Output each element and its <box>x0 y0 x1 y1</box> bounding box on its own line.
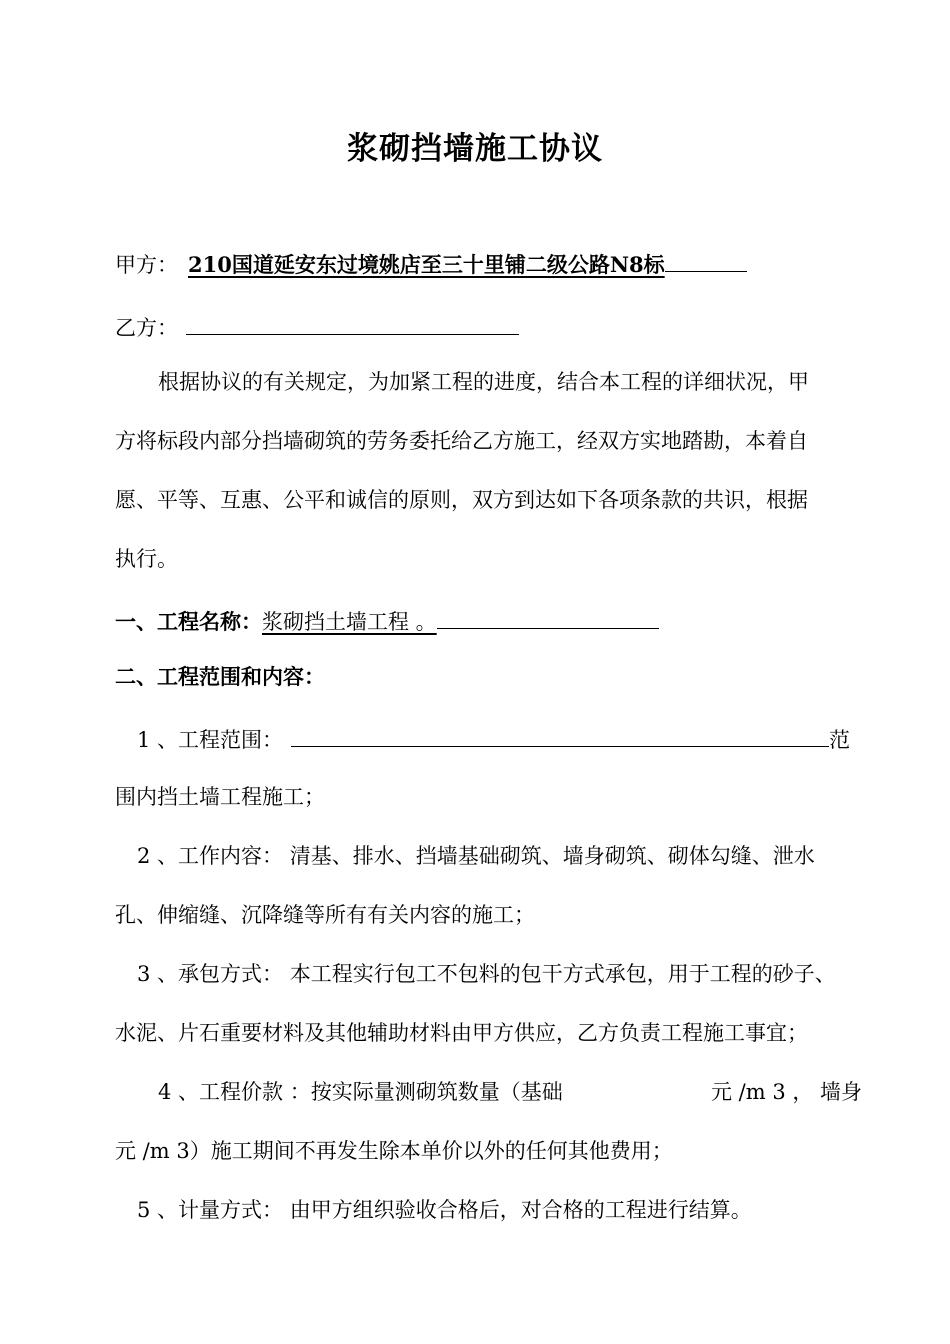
item-1-line-2: 围内挡土墙工程施工； <box>115 785 325 809</box>
item-5-line-1: 5 、计量方式： 由甲方组织验收合格后，对合格的工程进行结算。 <box>137 1198 752 1222</box>
intro-line-3: 愿、平等、互惠、公平和诚信的原则，双方到达如下各项条款的共识，根据 <box>115 488 808 512</box>
section-1-blank <box>437 604 659 629</box>
item-1-line-1 <box>137 722 850 754</box>
intro-line-2: 方将标段内部分挡墙砌筑的劳务委托给乙方施工，经双方实地踏勘，本着自 <box>115 429 808 453</box>
party-b-blank <box>186 310 519 335</box>
section-1-heading: 一、工程名称： <box>115 610 262 634</box>
section-2-line <box>115 663 325 691</box>
item-1-blank <box>291 722 829 747</box>
intro-line-1: 根据协议的有关规定，为加紧工程的进度，结合本工程的详细状况，甲 <box>158 370 809 394</box>
item-4-part-2: 元 /m 3 ， 墙身 <box>711 1080 863 1104</box>
item-1-label: 1 、工程范围： <box>137 728 284 752</box>
item-2-line-2: 孔、伸缩缝、沉降缝等所有有关内容的施工； <box>115 903 535 927</box>
party-a-value: 210国道延安东过境姚店至三十里铺二级公路N8标 <box>188 252 665 277</box>
item-3-line-1: 3 、承包方式： 本工程实行包工不包料的包干方式承包，用于工程的砂子、 <box>137 962 836 986</box>
document-title: 浆砌挡墙施工协议 <box>347 131 603 167</box>
party-a-blank <box>665 247 747 272</box>
section-1-line <box>115 604 659 636</box>
item-2-line-1: 2 、工作内容： 清基、排水、挡墙基础砌筑、墙身砌筑、砌体勾缝、泄水 <box>137 844 815 868</box>
party-b-label: 乙方： <box>115 316 178 340</box>
item-4-line-2: 元 /m 3）施工期间不再发生除本单价以外的任何其他费用； <box>115 1139 673 1163</box>
item-4-part-1: 4 、工程价款 ：按实际量测砌筑数量（基础 <box>158 1080 563 1104</box>
party-a-line <box>115 247 747 279</box>
party-a-label: 甲方： <box>115 253 178 277</box>
party-b-line <box>115 310 519 342</box>
section-1-value: 浆砌挡土墙工程 。 <box>262 610 437 634</box>
item-3-line-2: 水泥、片石重要材料及其他辅助材料由甲方供应，乙方负责工程施工事宜； <box>115 1021 808 1045</box>
section-2-heading: 二、工程范围和内容： <box>115 665 325 689</box>
intro-line-4: 执行。 <box>115 547 178 571</box>
item-1-tail: 范 <box>829 728 851 752</box>
